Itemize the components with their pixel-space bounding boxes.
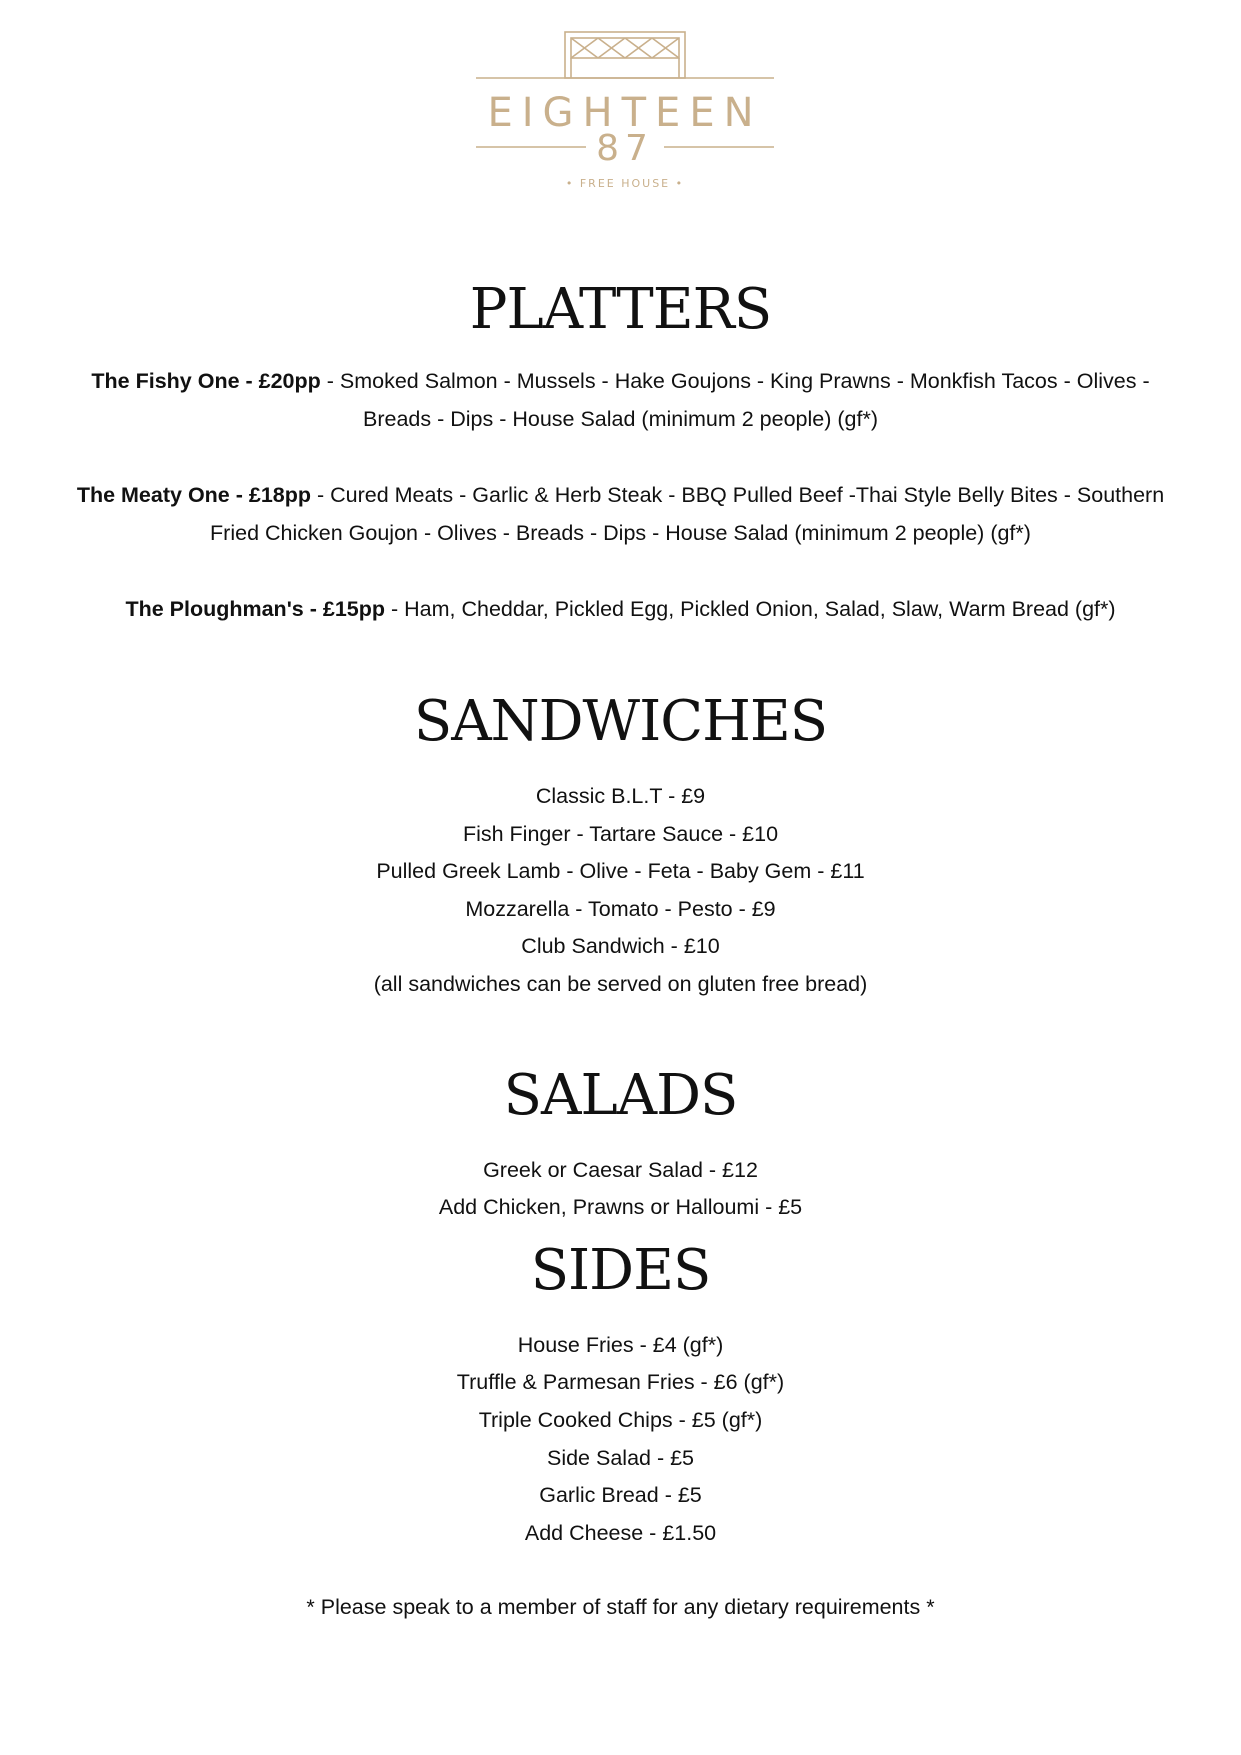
platter-name: The Ploughman's - £15pp xyxy=(125,597,386,621)
salads-heading: SALADS xyxy=(503,1062,738,1128)
platter-item xyxy=(60,362,1181,438)
menu-content xyxy=(60,270,1181,1648)
sides-heading: SIDES xyxy=(530,1237,711,1303)
side-item: Side Salad - £5 xyxy=(546,1445,694,1470)
side-item: Truffle & Parmesan Fries - £6 (gf*) xyxy=(456,1370,785,1395)
side-item: Triple Cooked Chips - £5 (gf*) xyxy=(478,1407,763,1432)
eighteen87-logo xyxy=(476,30,774,215)
platter-name: The Fishy One - £20pp xyxy=(91,369,321,393)
platter-item xyxy=(60,590,1181,628)
platter-name: The Meaty One - £18pp xyxy=(76,483,311,507)
sandwich-item: Club Sandwich - £10 xyxy=(521,934,720,959)
logo-name-line2: 87 xyxy=(596,128,654,169)
sandwich-item: Pulled Greek Lamb - Olive - Feta - Baby Gem - £11 xyxy=(376,859,865,884)
platter-item xyxy=(60,476,1181,552)
sandwich-item: Fish Finger - Tartare Sauce - £10 xyxy=(462,821,779,846)
sandwich-item: Classic B.L.T - £9 xyxy=(535,784,706,808)
platter-description: - Ham, Cheddar, Pickled Egg, Pickled Onion, Salad, Slaw, Warm Bread (gf*) xyxy=(385,597,1116,621)
sandwiches-heading: SANDWICHES xyxy=(413,689,828,754)
sandwich-note: (all sandwiches can be served on gluten free bread) xyxy=(373,971,868,996)
logo-tagline: • FREE HOUSE • xyxy=(565,177,685,190)
side-item: Add Cheese - £1.50 xyxy=(524,1520,717,1545)
salad-item: Greek or Caesar Salad - £12 xyxy=(483,1157,758,1182)
platter-description: - Smoked Salmon - Mussels - Hake Goujons - King Prawns - Monkfish Tacos - Olives - Breads - Dips - House Salad (minimum 2 people) (gf*) xyxy=(320,369,1150,431)
side-item: House Fries - £4 (gf*) xyxy=(517,1332,724,1357)
sandwich-item: Mozzarella - Tomato - Pesto - £9 xyxy=(465,896,776,921)
platters-heading: PLATTERS xyxy=(469,277,772,342)
dietary-footer-note: * Please speak to a member of staff for any dietary requirements * xyxy=(306,1595,935,1620)
side-item: Garlic Bread - £5 xyxy=(539,1483,702,1508)
platter-description: - Cured Meats - Garlic & Herb Steak - BBQ Pulled Beef -Thai Style Belly Bites - Southern Fried Chicken Goujon - Olives - Breads - Dips - House Salad (minimum 2 people) (gf*) xyxy=(210,483,1165,545)
gate-logo-icon xyxy=(476,30,774,215)
salad-item: Add Chicken, Prawns or Halloumi - £5 xyxy=(438,1195,803,1220)
logo-name-line1: EIGHTEEN xyxy=(487,90,763,136)
